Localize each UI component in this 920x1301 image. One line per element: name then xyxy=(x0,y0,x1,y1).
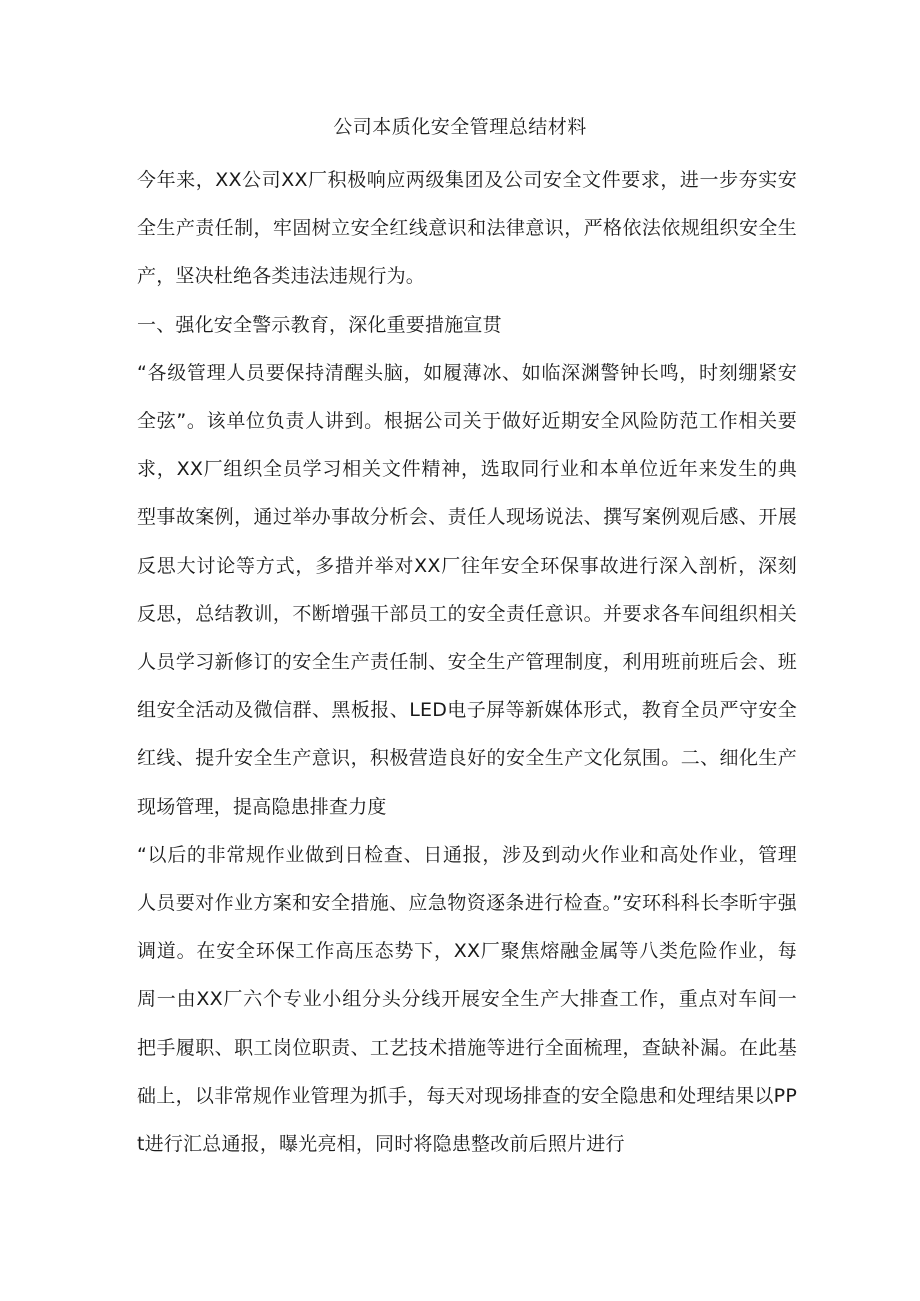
document-title: 公司本质化安全管理总结材料 xyxy=(333,116,587,138)
paragraph-section-1: “各级管理人员要保持清醒头脑，如履薄冰、如临深渊警钟长鸣，时刻绷紧安全弦”。该单位负责人讲到。根据公司关于做好近期安全风险防范工作相关要求，XX厂组织全员学习相关文件精神，选取同行业和本单位近年来发生的典型事故案例，通过举办事故分析会、责任人现场说法、撰写案例观后感、开展反思大讨论等方式，多措并举对XX厂往年安全环保事故进行深入剖析，深刻反思，总结教训，不断增强干部员工的安全责任意识。并要求各车间组织相关人员学习新修订的安全生产责任制、安全生产管理制度，利用班前班后会、班组安全活动及微信群、黑板报、LED电子屏等新媒体形式，教育全员严守安全红线、提升安全生产意识，积极营造良好的安全生产文化氛围。二、细化生产现场管理，提高隐患排查力度 xyxy=(137,361,797,818)
section-heading-1: 一、强化安全警示教育，深化重要措施宣贯 xyxy=(137,313,502,336)
document-body xyxy=(137,156,797,1168)
paragraph-section-2: “以后的非常规作业做到日检查、日通报，涉及到动火作业和高处作业，管理人员要对作业方案和安全措施、应急物资逐条进行检查。”安环科科长李昕宇强调道。在安全环保工作高压态势下，XX厂聚焦熔融金属等八类危险作业，每周一由XX厂六个专业小组分头分线开展安全生产大排查工作，重点对车间一把手履职、职工岗位职责、工艺技术措施等进行全面梳理，查缺补漏。在此基础上，以非常规作业管理为抓手，每天对现场排查的安全隐患和处理结果以PPt进行汇总通报，曝光亮相，同时将隐患整改前后照片进行 xyxy=(137,843,797,1156)
paragraph-intro: 今年来，XX公司XX厂积极响应两级集团及公司安全文件要求，进一步夯实安全生产责任制，牢固树立安全红线意识和法律意识，严格依法依规组织安全生产，坚决杜绝各类违法违规行为。 xyxy=(137,169,797,288)
